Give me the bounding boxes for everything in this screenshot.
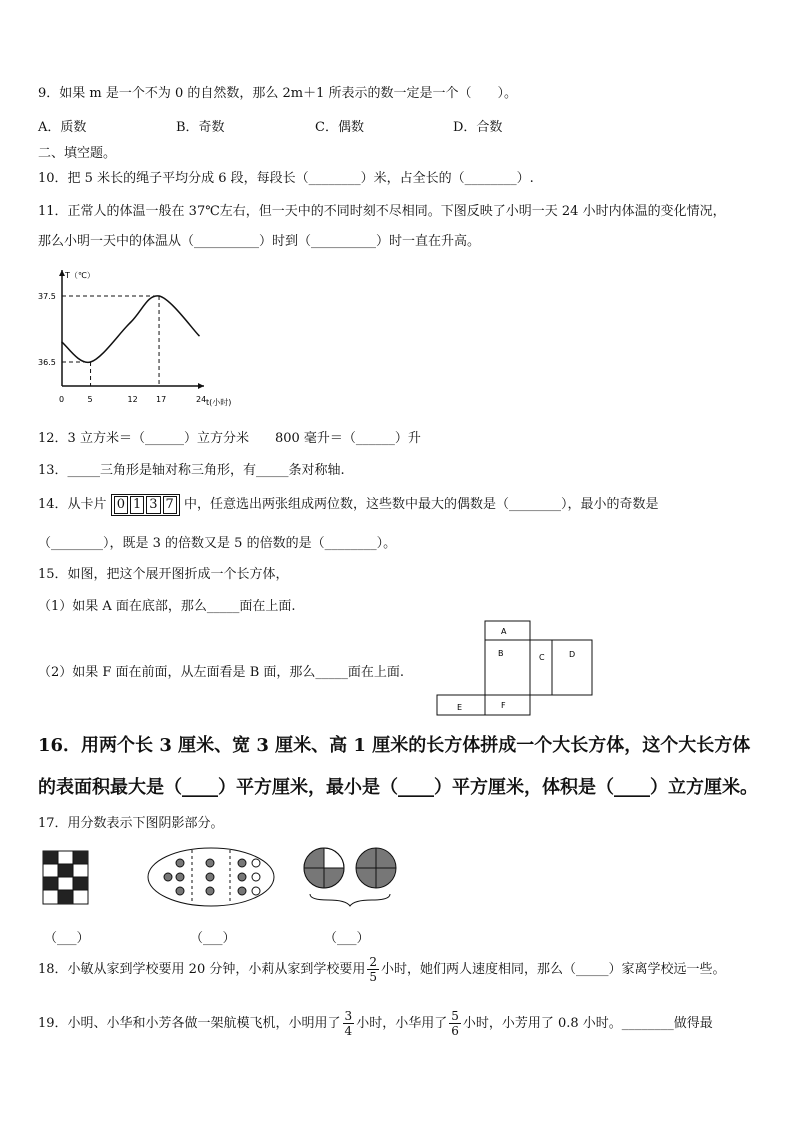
q19-f2-denominator: 6 bbox=[451, 1024, 459, 1038]
temperature-point bbox=[130, 322, 132, 324]
x-axis-label: t(小时) bbox=[206, 398, 232, 407]
face-f: F bbox=[501, 701, 506, 710]
face-e: E bbox=[457, 703, 463, 712]
q18 bbox=[38, 955, 726, 984]
q19-c: 小时，小芳用了 0.8 小时。________做得最 bbox=[462, 1016, 713, 1031]
card-0: 0 bbox=[114, 496, 128, 514]
q11-line2: 那么小明一天中的体温从（__________）时到（__________）时一直在升高。 bbox=[38, 234, 481, 249]
q19-a: 19．小明、小华和小芳各做一架航模飞机，小明用了 bbox=[38, 1016, 341, 1031]
q15-part2: （2）如果 F 面在前面，从左面看是 B 面，那么_____面在上面. bbox=[38, 665, 405, 680]
q9-option-d: D．合数 bbox=[453, 120, 503, 135]
card-2: 3 bbox=[146, 496, 160, 514]
x-tick-label: 12 bbox=[127, 395, 138, 404]
q19-f2-numerator: 5 bbox=[451, 1009, 459, 1023]
q15-stem: 15．如图，把这个展开图折成一个长方体， bbox=[38, 567, 289, 582]
q18-fraction bbox=[367, 955, 379, 984]
q18-after: 小时，她们两人速度相同，那么（_____）家离学校远一些。 bbox=[381, 962, 726, 977]
y-tick-label: 36.5 bbox=[38, 358, 56, 367]
x-tick-label: 0 bbox=[59, 395, 65, 404]
q19-fraction-2 bbox=[449, 1009, 461, 1038]
q12: 12．3 立方米＝（______）立方分米 800 毫升＝（______）升 bbox=[38, 431, 421, 446]
q18-denominator: 5 bbox=[369, 970, 377, 984]
q9-option-b: B．奇数 bbox=[176, 120, 225, 135]
x-tick-label: 17 bbox=[156, 395, 167, 404]
q9-stem: 9．如果 m 是一个不为 0 的自然数，那么 2m＋1 所表示的数一定是一个（ ）。 bbox=[38, 86, 518, 101]
temperature-point bbox=[90, 361, 92, 363]
y-tick-label: 37.5 bbox=[38, 292, 56, 301]
q10: 10．把 5 米长的绳子平均分成 6 段，每段长（________）米，占全长的（________）. bbox=[38, 171, 534, 186]
q13: 13．_____三角形是轴对称三角形，有_____条对称轴. bbox=[38, 463, 345, 478]
x-axis-arrow bbox=[198, 383, 204, 389]
x-tick-label: 24 bbox=[196, 395, 207, 404]
q15-part1: （1）如果 A 面在底部，那么_____面在上面. bbox=[38, 599, 296, 614]
q14-line2: （________），既是 3 的倍数又是 5 的倍数的是（________）。 bbox=[38, 536, 397, 551]
shaded-circles bbox=[302, 846, 402, 908]
face-b: B bbox=[498, 649, 504, 658]
q19 bbox=[38, 1009, 713, 1038]
temperature-point bbox=[61, 341, 63, 343]
number-cards bbox=[111, 494, 180, 516]
q17-stem: 17．用分数表示下图阴影部分。 bbox=[38, 816, 224, 831]
q17-blank-2: （___） bbox=[190, 931, 236, 946]
q16-line2: 的表面积最大是（____）平方厘米，最小是（____）平方厘米，体积是（____）立方厘米。 bbox=[38, 777, 758, 798]
q14-after: 中，任意选出两张组成两位数，这些数中最大的偶数是（________），最小的奇数是 bbox=[183, 497, 659, 512]
temperature-chart bbox=[38, 258, 238, 413]
temperature-point bbox=[158, 295, 160, 297]
q11-line1: 11．正常人的体温一般在 37℃左右，但一天中的不同时刻不尽相同。下图反映了小明一天 24 小时内体温的变化情况， bbox=[38, 204, 726, 219]
q19-fraction-1 bbox=[343, 1009, 355, 1038]
q9-option-a: A．质数 bbox=[38, 120, 87, 135]
temperature-line bbox=[62, 296, 199, 363]
q17-blank-1: （___） bbox=[44, 931, 90, 946]
q18-before: 18．小敏从家到学校要用 20 分钟，小莉从家到学校要用 bbox=[38, 962, 366, 977]
x-tick-label: 5 bbox=[87, 395, 93, 404]
temperature-point bbox=[198, 335, 200, 337]
face-d: D bbox=[569, 650, 576, 659]
q16-line1: 16．用两个长 3 厘米、宽 3 厘米、高 1 厘米的长方体拼成一个大长方体，这个大长方体 bbox=[38, 735, 751, 756]
section-heading: 二、填空题。 bbox=[38, 146, 117, 161]
card-1: 1 bbox=[130, 496, 144, 514]
q19-f1-numerator: 3 bbox=[344, 1009, 353, 1023]
y-axis-label: T（℃） bbox=[65, 271, 95, 280]
face-c: C bbox=[539, 653, 545, 662]
dots-ellipse bbox=[146, 846, 278, 910]
q9-option-c: C．偶数 bbox=[315, 120, 364, 135]
shaded-grid bbox=[42, 850, 90, 906]
q14-before: 14．从卡片 bbox=[38, 497, 107, 512]
q17-blank-3: （___） bbox=[324, 931, 370, 946]
cuboid-net bbox=[436, 620, 616, 720]
q19-f1-denominator: 4 bbox=[344, 1024, 353, 1038]
card-3: 7 bbox=[163, 496, 177, 514]
q19-b: 小时，小华用了 bbox=[356, 1016, 448, 1031]
face-a: A bbox=[501, 627, 507, 636]
q18-numerator: 2 bbox=[369, 955, 377, 969]
q14-line1 bbox=[38, 493, 658, 516]
